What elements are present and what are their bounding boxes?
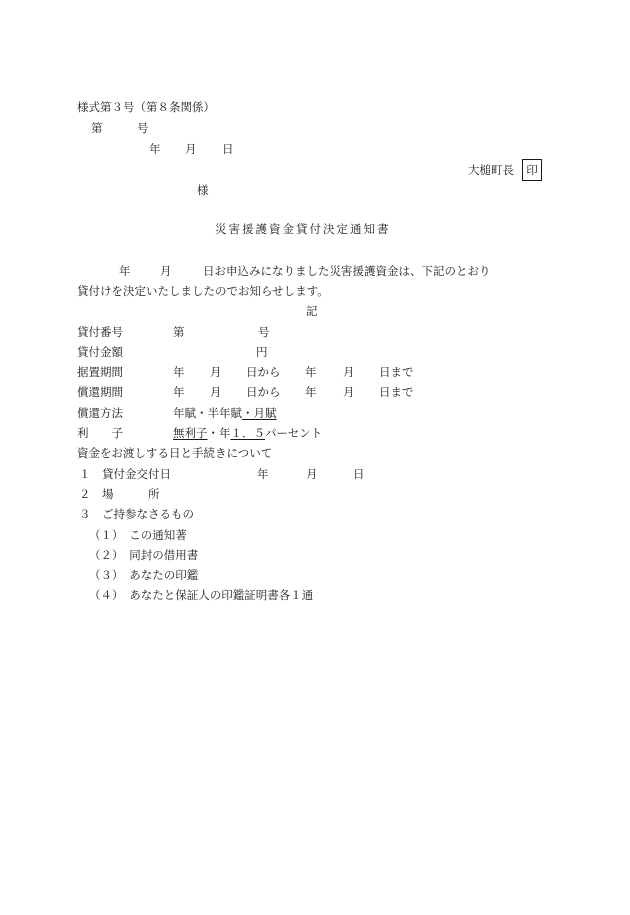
interest-percent: パーセント: [265, 426, 323, 440]
addressee-sama: 様: [197, 183, 209, 197]
bring-item-4: （４） あなたと保証人の印鑑証明書各１通: [89, 588, 314, 602]
form-number: 様式第３号（第８条関係）: [77, 100, 215, 114]
interest-free: 無利子: [173, 426, 208, 440]
grace-period-label: 据置期間: [77, 365, 123, 379]
date-month: 月: [185, 142, 197, 156]
grace-from-month: 月: [210, 365, 222, 379]
repay-to-day: 日まで: [379, 385, 414, 399]
repay-to-month: 月: [343, 385, 355, 399]
body-year: 年: [119, 264, 131, 278]
delivery-place-label: ２ 場 所: [79, 487, 160, 501]
ki-heading: 記: [306, 304, 318, 318]
body-month: 月: [160, 264, 172, 278]
loan-number-suffix: 号: [258, 325, 270, 339]
repay-method-label: 償還方法: [77, 406, 123, 420]
interest-options: [173, 426, 322, 440]
repay-method-monthly: ・月賦: [242, 406, 277, 420]
loan-amount-unit: 円: [256, 345, 268, 359]
bring-item-1: （１） この通知著: [89, 528, 187, 542]
seal-label: 印: [526, 163, 538, 177]
loan-number-label: 貸付番号: [77, 325, 123, 339]
grace-from-day: 日から: [246, 365, 281, 379]
doc-number-suffix: 号: [137, 121, 149, 135]
repay-method-options: [173, 406, 277, 420]
doc-number-prefix: 第: [91, 121, 103, 135]
repay-period-label: 償還期間: [77, 385, 123, 399]
date-day: 日: [222, 142, 234, 156]
delivery-date-month: 月: [306, 467, 318, 481]
bring-items-label: ３ ご持参なさるもの: [79, 507, 194, 521]
delivery-date-label: １ 貸付金交付日: [79, 467, 171, 481]
delivery-heading: 資金をお渡しする日と手続きについて: [77, 446, 273, 460]
body-line2: 貸付けを決定いたしましたのでお知らせします。: [77, 284, 329, 298]
interest-rate: １．５: [230, 426, 265, 440]
body-line1: 日お申込みになりました災害援護資金は、下記のとおり: [203, 264, 491, 278]
loan-number-prefix: 第: [173, 325, 185, 339]
seal-box: [522, 159, 542, 181]
mayor-title: 大槌町長: [468, 163, 514, 177]
repay-method-yearly: 年賦・半年賦: [173, 406, 242, 420]
grace-to-month: 月: [343, 365, 355, 379]
bring-item-2: （２） 同封の借用書: [89, 548, 199, 562]
grace-to-day: 日まで: [379, 365, 414, 379]
repay-from-year: 年: [173, 385, 185, 399]
delivery-date-year: 年: [257, 467, 269, 481]
loan-amount-label: 貸付金額: [77, 345, 123, 359]
repay-to-year: 年: [305, 385, 317, 399]
page-title: 災害援護資金貸付決定通知書: [215, 222, 391, 236]
interest-label: 利 子: [77, 426, 123, 440]
repay-from-day: 日から: [246, 385, 281, 399]
grace-from-year: 年: [173, 365, 185, 379]
interest-annual: ・年: [207, 426, 231, 440]
grace-to-year: 年: [305, 365, 317, 379]
bring-item-3: （３） あなたの印鑑: [89, 568, 199, 582]
date-year: 年: [149, 142, 161, 156]
delivery-date-day: 日: [353, 467, 365, 481]
repay-from-month: 月: [210, 385, 222, 399]
